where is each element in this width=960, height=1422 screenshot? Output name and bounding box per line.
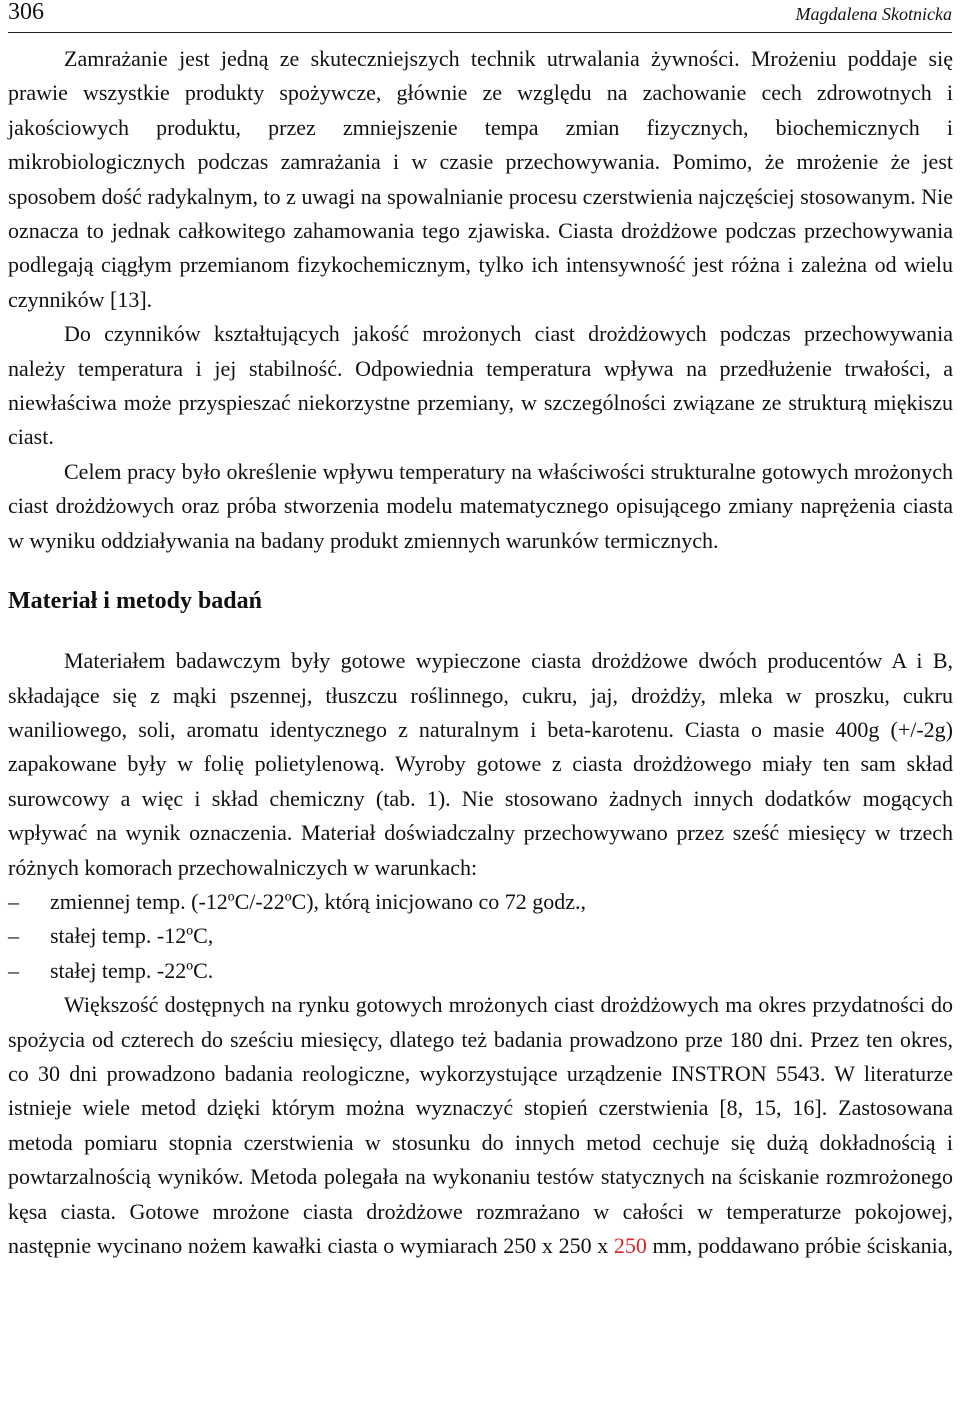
paragraph-materials: Materiałem badawczym były gotowe wypieczone ciasta drożdżowe dwóch producentów A i B, składające się z mąki pszennej, tłuszczu roślinnego, cukru, jaj, drożdży, mleka w proszku, cukru waniliowego, soli, aromatu identycznego z naturalnym i beta-karotenu. Ciasta o masie 400g (+/-2g) zapakowane były w folię polietylenową. Wyroby gotowe z ciasta drożdżowego miały ten sam skład surowcowy a więc i skład chemiczny (tab. 1). Nie stosowano żadnych innych dodatków mogących wpływać na wynik oznaczenia. Materiał doświadczalny przechowywano przez sześć miesięcy w trzech różnych komorach przechowalniczych w warunkach: — [8, 648, 953, 880]
list-item-text: stałej temp. -12ºC, — [50, 923, 214, 949]
article-body — [8, 42, 953, 1263]
dash-bullet: – — [8, 923, 19, 949]
list-item-text: stałej temp. -22ºC. — [50, 957, 214, 983]
running-author: Magdalena Skotnicka — [795, 4, 952, 24]
section-heading: Materiał i metody badań — [8, 588, 262, 615]
list-item — [8, 954, 953, 988]
storage-conditions-list — [8, 885, 953, 988]
list-item — [8, 919, 953, 953]
running-header — [8, 0, 952, 33]
list-item — [8, 885, 953, 919]
dash-bullet: – — [8, 957, 19, 983]
paragraph-intro: Zamrażanie jest jedną ze skuteczniejszych technik utrwalania żywności. Mrożeniu poddaje się prawie wszystkie produkty spożywcze, głównie ze względu na zachowanie cech zdrowotnych i jakościowych produktu, przez zmniejszenie tempa zmian fizycznych, biochemicznych i mikrobiologicznych podczas zamrażania i w czasie przechowywania. Pomimo, że mrożenie że jest sposobem dość radykalnym, to z uwagi na spowalnianie procesu czerstwienia najczęściej stosowanym. Nie oznacza to jednak całkowitego zahamowania tego zjawiska. Ciasta drożdżowe podczas przechowywania podlegają ciągłym przemianom fizykochemicznym, tylko ich intensywność jest różna i zależna od wielu czynników [13]. — [8, 46, 953, 312]
page-number: 306 — [8, 0, 44, 25]
paragraph-methods — [8, 988, 953, 1263]
paragraph-temperature: Do czynników kształtujących jakość mrożonych ciast drożdżowych podczas przechowywania należy temperatura i jej stabilność. Odpowiednia temperatura wpływa na przedłużenie trwałości, a niewłaściwa może przyspieszać niekorzystne przemiany, w szczególności związane ze strukturą miękiszu ciast. — [8, 321, 953, 450]
methods-text-end: mm, poddawano próbie ściskania, — [652, 1233, 953, 1258]
paragraph-aim: Celem pracy było określenie wpływu temperatury na właściwości strukturalne gotowych mrożonych ciast drożdżowych oraz próba stworzenia modelu matematycznego opisującego zmiany naprężenia ciasta w wyniku oddziaływania na badany produkt zmiennych warunków termicznych. — [8, 458, 953, 553]
list-item-text: zmiennej temp. (-12ºC/-22ºC), którą inicjowano co 72 godz., — [50, 888, 587, 914]
highlighted-dimension: 250 — [613, 1233, 647, 1258]
dash-bullet: – — [8, 888, 19, 914]
methods-text: Większość dostępnych na rynku gotowych mrożonych ciast drożdżowych ma okres przydatności do spożycia od czterech do sześciu miesięcy, dlatego też badania prowadzono prze 180 dni. Przez ten okres, co 30 dni prowadzono badania reologiczne, wykorzystujące urządzenie INSTRON 5543. W literaturze istnieje wiele metod dzięki którym można wyznaczyć stopień czerstwienia [8, 15, 16]. Zastosowana metoda pomiaru stopnia czerstwienia w stosunku do innych metod cechuje się dużą dokładnością i powtarzalnością wyników. Metoda polegała na wykonaniu testów statycznych na ściskanie rozmrożonego kęsa ciasta. Gotowe mrożone ciasta drożdżowe rozmrażano w całości w temperaturze pokojowej, następnie wycinano nożem kawałki ciasta o wymiarach 250 x 250 x — [8, 992, 953, 1258]
